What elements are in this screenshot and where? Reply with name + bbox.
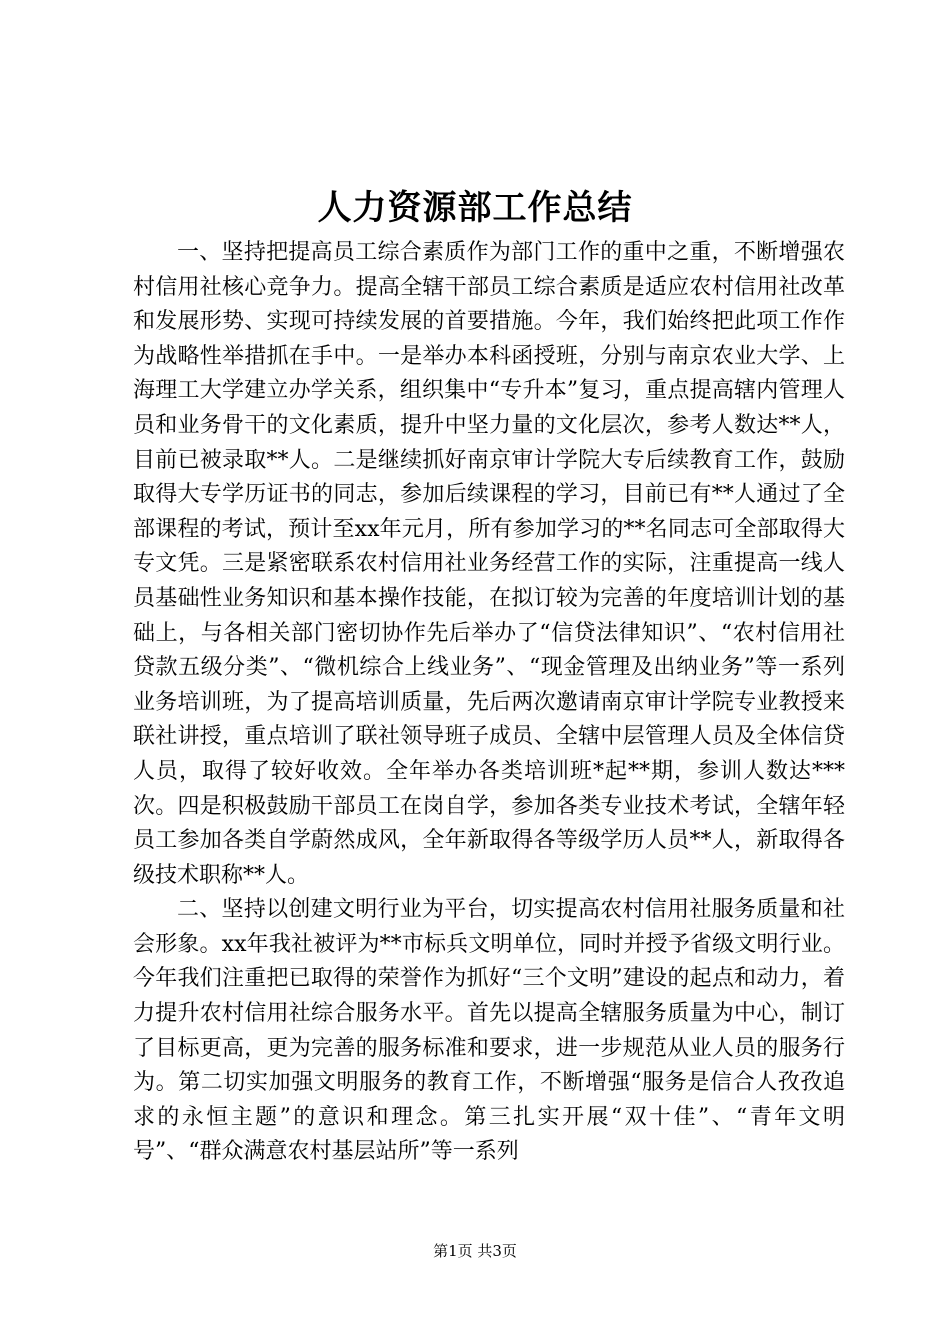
document-body: [133, 236, 845, 1170]
paragraph-1: 一、坚持把提高员工综合素质作为部门工作的重中之重，不断增强农村信用社核心竞争力。提高全辖干部员工综合素质是适应农村信用社改革和发展形势、实现可持续发展的首要措施。今年，我们始终把此项工作作为战略性举措抓在手中。一是举办本科函授班，分别与南京农业大学、上海理工大学建立办学关系，组织集中“专升本”复习，重点提高辖内管理人员和业务骨干的文化素质，提升中坚力量的文化层次，参考人数达**人，目前已被录取**人。二是继续抓好南京审计学院大专后续教育工作，鼓励取得大专学历证书的同志，参加后续课程的学习，目前已有**人通过了全部课程的考试，预计至xx年元月，所有参加学习的**名同志可全部取得大专文凭。三是紧密联系农村信用社业务经营工作的实际，注重提高一线人员基础性业务知识和基本操作技能，在拟订较为完善的年度培训计划的基础上，与各相关部门密切协作先后举办了“信贷法律知识”、“农村信用社贷款五级分类”、“微机综合上线业务”、“现金管理及出纳业务”等一系列业务培训班，为了提高培训质量，先后两次邀请南京审计学院专业教授来联社讲授，重点培训了联社领导班子成员、全辖中层管理人员及全体信贷人员，取得了较好收效。全年举办各类培训班*起**期，参训人数达***次。四是积极鼓励干部员工在岗自学，参加各类专业技术考试，全辖年轻员工参加各类自学蔚然成风，全年新取得各等级学历人员**人，新取得各级技术职称**人。: [133, 240, 845, 888]
paragraph-2: 二、坚持以创建文明行业为平台，切实提高农村信用社服务质量和社会形象。xx年我社被评为**市标兵文明单位，同时并授予省级文明行业。今年我们注重把已取得的荣誉作为抓好“三个文明”建设的起点和动力，着力提升农村信用社综合服务水平。首先以提高全辖服务质量为中心，制订了目标更高，更为完善的服务标准和要求，进一步规范从业人员的服务行为。第二切实加强文明服务的教育工作，不断增强“服务是信合人孜孜追求的永恒主题”的意识和理念。第三扎实开展“双十佳”、“青年文明号”、“群众满意农村基层站所”等一系列: [133, 897, 845, 1165]
page-footer: 第1页 共3页: [433, 1242, 517, 1260]
document-title: 人力资源部工作总结: [317, 188, 633, 228]
